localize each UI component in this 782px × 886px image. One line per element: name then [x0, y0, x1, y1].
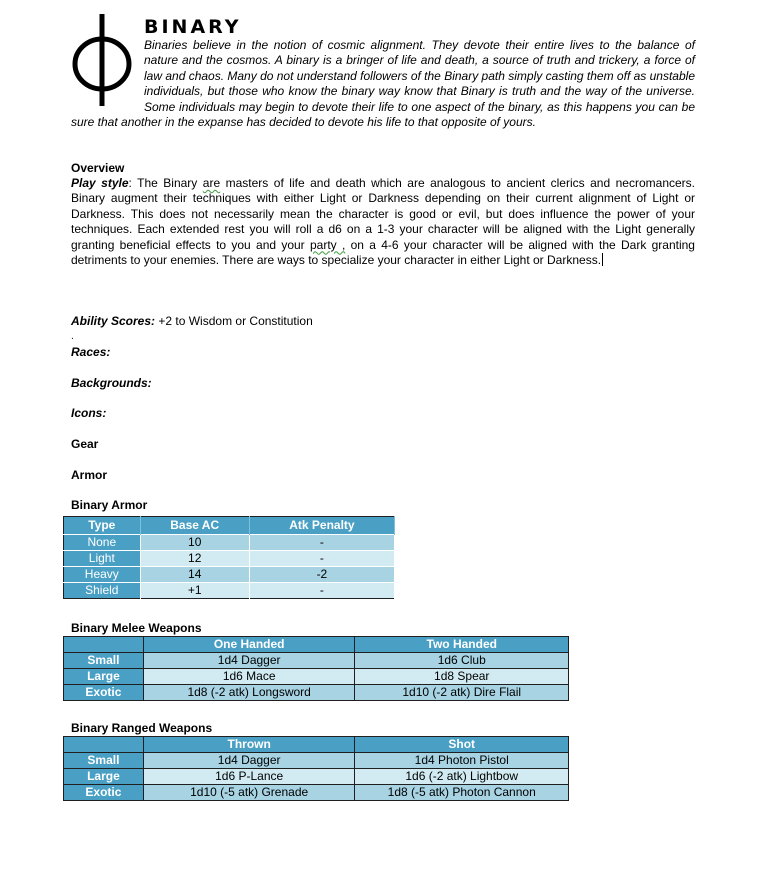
- table-cell: -: [249, 535, 394, 551]
- ranged-table-caption: Binary Ranged Weapons: [71, 721, 213, 735]
- armor-heading: Armor: [71, 468, 108, 482]
- play-style-label: Play style: [71, 176, 129, 190]
- column-header: [64, 637, 144, 653]
- table-cell: 1d8 Spear: [355, 669, 569, 685]
- ranged-weapons-table: [63, 736, 569, 801]
- table-cell: Light: [64, 551, 141, 567]
- intro-paragraph: [71, 38, 695, 130]
- table-header-row: [64, 517, 395, 535]
- ability-scores-line: [71, 314, 313, 329]
- table-cell: -: [249, 551, 394, 567]
- table-cell: Exotic: [64, 785, 144, 801]
- play-style-text-3: on a 4-6 your character will be aligned with the Dark granting detriments to your enemies. There are ways to specialize your character in either Light or Darkness.: [71, 237, 695, 268]
- column-header: Atk Penalty: [249, 517, 394, 535]
- table-header-row: [64, 737, 569, 753]
- table-row: [64, 685, 569, 701]
- play-style-party: party ,: [309, 237, 346, 252]
- table-cell: 1d6 Mace: [143, 669, 355, 685]
- table-cell: 1d4 Photon Pistol: [355, 753, 569, 769]
- table-cell: 1d4 Dagger: [143, 753, 355, 769]
- overview-heading: Overview: [71, 161, 125, 175]
- table-cell: Small: [64, 653, 144, 669]
- table-cell: 1d6 P-Lance: [143, 769, 355, 785]
- table-row: [64, 551, 395, 567]
- stray-dot: .: [71, 331, 74, 342]
- table-cell: Large: [64, 769, 144, 785]
- table-cell: None: [64, 535, 141, 551]
- table-cell: 10: [140, 535, 249, 551]
- table-cell: Small: [64, 753, 144, 769]
- table-cell: 1d6 Club: [355, 653, 569, 669]
- table-row: [64, 785, 569, 801]
- table-row: [64, 653, 569, 669]
- play-style-paragraph: [71, 176, 695, 268]
- table-cell: 1d10 (-5 atk) Grenade: [143, 785, 355, 801]
- page-title: BINARY: [144, 16, 242, 38]
- table-header-row: [64, 637, 569, 653]
- column-header: Base AC: [140, 517, 249, 535]
- armor-table: [63, 516, 395, 599]
- table-row: [64, 769, 569, 785]
- table-cell: 1d4 Dagger: [143, 653, 355, 669]
- play-style-text-2: masters of life and death which are analogous to ancient clerics and necromancers. Binary augment their techniques with either Light or Darkness depending on their current alignment of Light or Darkness. This does not necessarily mean the character is good or evil, but does influence the power of your techniques. Each extended rest you will roll a d6 on a 1-3 your character will be aligned with the Light generally granting beneficial effects to you and your: [71, 176, 696, 252]
- table-row: [64, 535, 395, 551]
- column-header: Shot: [355, 737, 569, 753]
- table-cell: 1d8 (-5 atk) Photon Cannon: [355, 785, 569, 801]
- table-cell: 1d6 (-2 atk) Lightbow: [355, 769, 569, 785]
- column-header: [64, 737, 144, 753]
- text-cursor: [602, 253, 603, 266]
- ability-scores-label: Ability Scores:: [71, 314, 156, 328]
- column-header: Thrown: [143, 737, 355, 753]
- table-row: [64, 753, 569, 769]
- column-header: Two Handed: [355, 637, 569, 653]
- melee-table-caption: Binary Melee Weapons: [71, 621, 202, 635]
- play-style-text: : The Binary: [128, 176, 203, 190]
- gear-heading: Gear: [71, 437, 99, 451]
- table-cell: -: [249, 583, 394, 599]
- table-cell: 12: [140, 551, 249, 567]
- table-cell: 14: [140, 567, 249, 583]
- ability-scores-value: +2 to Wisdom or Constitution: [155, 314, 313, 328]
- table-cell: Heavy: [64, 567, 141, 583]
- icons-heading: Icons:: [71, 406, 107, 420]
- table-row: [64, 567, 395, 583]
- table-row: [64, 669, 569, 685]
- armor-table-caption: Binary Armor: [71, 498, 148, 512]
- table-cell: Exotic: [64, 685, 144, 701]
- table-cell: +1: [140, 583, 249, 599]
- table-cell: -2: [249, 567, 394, 583]
- play-style-are: are: [202, 176, 221, 190]
- races-heading: Races:: [71, 345, 111, 359]
- table-cell: 1d10 (-2 atk) Dire Flail: [355, 685, 569, 701]
- melee-weapons-table: [63, 636, 569, 701]
- table-cell: Large: [64, 669, 144, 685]
- backgrounds-heading: Backgrounds:: [71, 376, 152, 390]
- table-cell: Shield: [64, 583, 141, 599]
- column-header: One Handed: [143, 637, 355, 653]
- column-header: Type: [64, 517, 141, 535]
- intro-text: Binaries believe in the notion of cosmic alignment. They devote their entire lives to the balance of nature and the cosmos. A binary is a bringer of life and death, a source of truth and trickery, a force of law and chaos. Many do not understand followers of the Binary path simply casting them off as unstable individuals, but those who know the binary way know that Binary is truth and the way of the universe. Some individuals may begin to devote their life to one aspect of the binary, as this happens you can be sure that another in the expanse has decided to devote his life to that opposite of yours.: [71, 38, 695, 130]
- table-cell: 1d8 (-2 atk) Longsword: [143, 685, 355, 701]
- table-row: [64, 583, 395, 599]
